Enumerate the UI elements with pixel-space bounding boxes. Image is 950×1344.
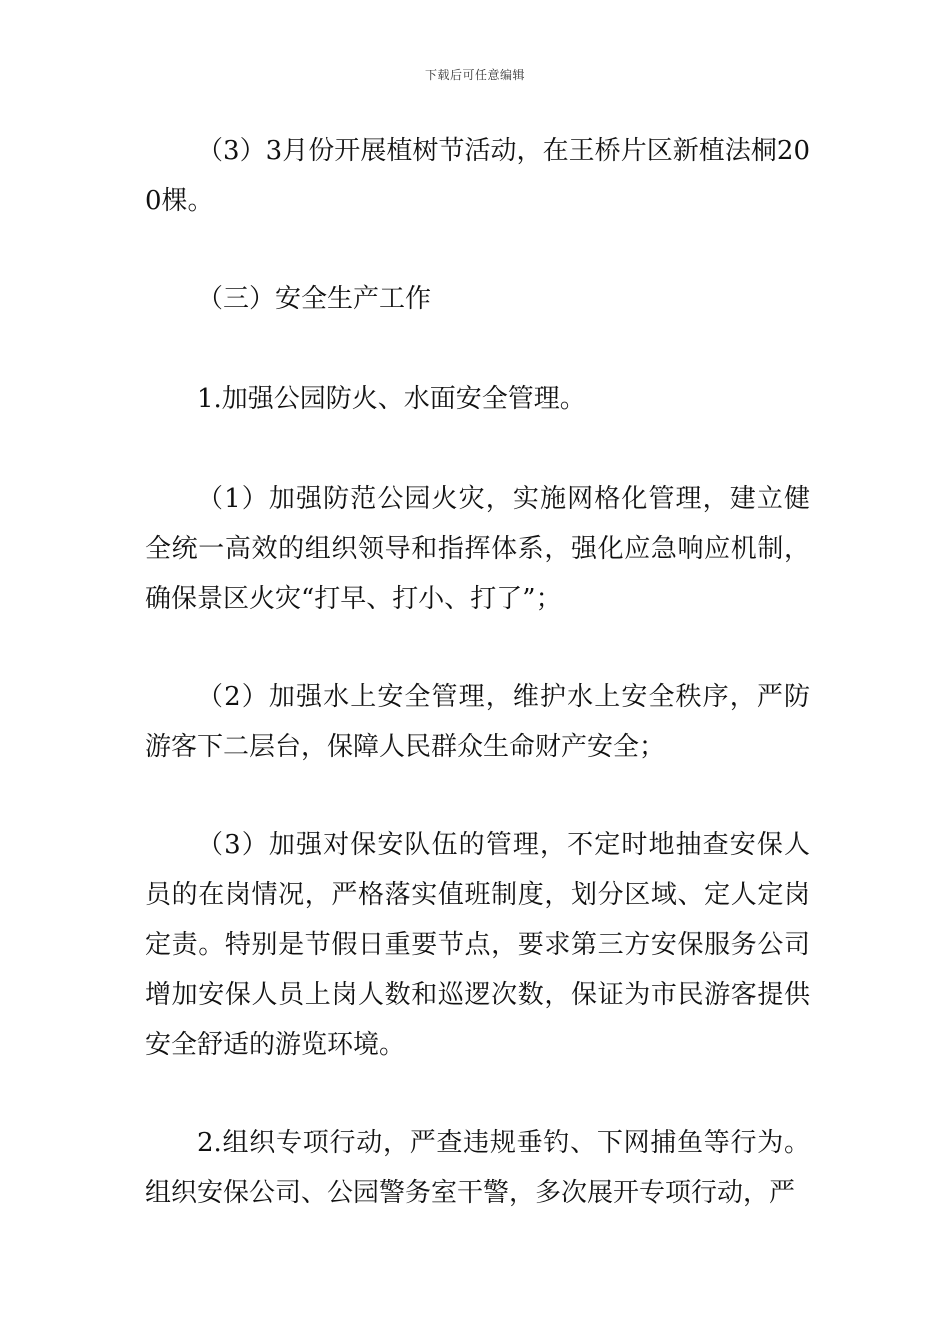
- paragraph-fire-water-safety: 1.加强公园防火、水面安全管理。: [197, 384, 586, 414]
- section-heading-safety: （三）安全生产工作: [197, 284, 432, 314]
- document-body: [145, 126, 810, 1218]
- paragraph-water-safety: （2）加强水上安全管理，维护水上安全秩序，严防游客下二层台，保障人民群众生命财产安全；: [145, 682, 810, 762]
- paragraph-special-action: 2.组织专项行动，严查违规垂钓、下网捕鱼等行为。组织安保公司、公园警务室干警，多次展开专项行动，严: [145, 1128, 810, 1208]
- paragraph-tree-planting: （3）3月份开展植树节活动，在王桥片区新植法桐200棵。: [145, 136, 810, 216]
- paragraph-fire-prevention: （1）加强防范公园火灾，实施网格化管理，建立健全统一高效的组织领导和指挥体系，强化应急响应机制，确保景区火灾“打早、打小、打了”；: [145, 484, 810, 614]
- page-header-note: 下载后可任意编辑: [424, 68, 525, 82]
- paragraph-security-team: （3）加强对保安队伍的管理，不定时地抽查安保人员的在岗情况，严格落实值班制度，划分区域、定人定岗定责。特别是节假日重要节点，要求第三方安保服务公司增加安保人员上岗人数和巡逻次数，保证为市民游客提供安全舒适的游览环境。: [145, 830, 810, 1060]
